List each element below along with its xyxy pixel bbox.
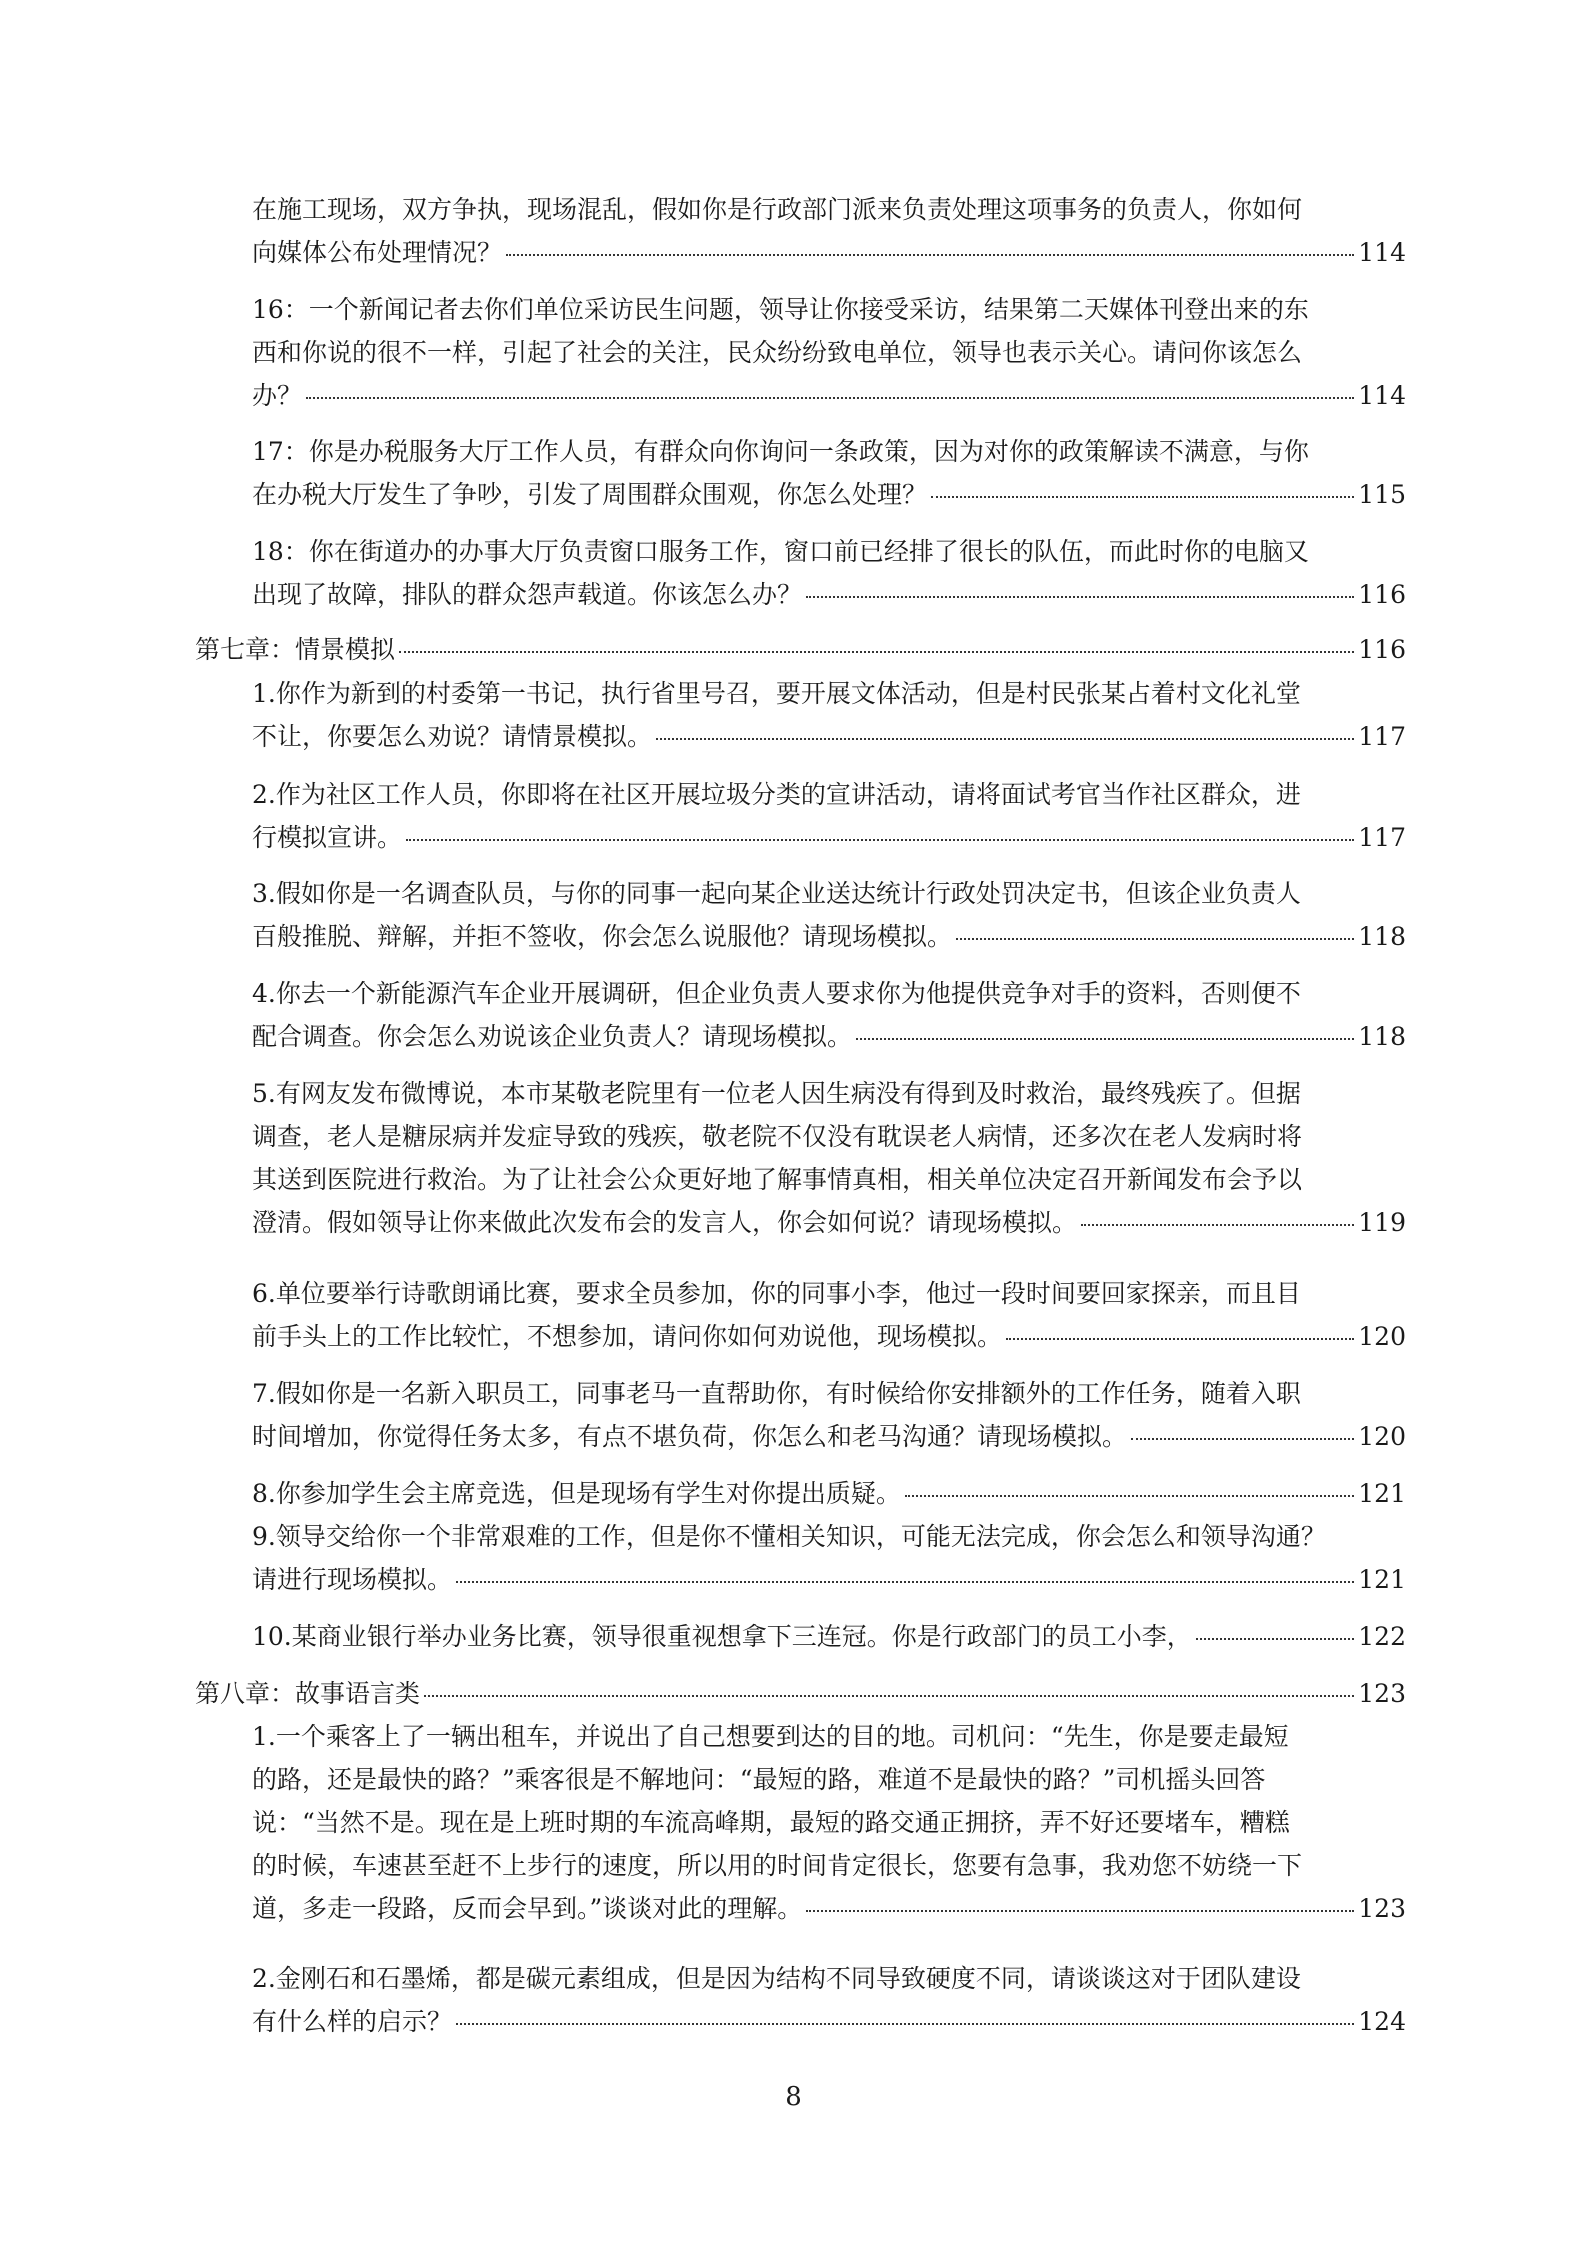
dot-leader [1081, 1224, 1354, 1226]
toc-entry-text-line: 2.金刚石和石墨烯，都是碳元素组成，但是因为结构不同导致硬度不同，请谈谈这对于团队建设 [252, 1964, 1301, 1993]
page-number: 8 [785, 2082, 802, 2112]
toc-entry[interactable] [252, 872, 1406, 958]
toc-page-number: 116 [1358, 580, 1406, 609]
toc-entry-title: 配合调查。你会怎么劝说该企业负责人？请现场模拟。 [252, 1022, 853, 1051]
toc-entry-text-line: 的路，还是最快的路？”乘客很是不解地问：“最短的路，难道不是最快的路？”司机摇头回答 [252, 1765, 1266, 1794]
toc-entry-last-line [252, 1201, 1406, 1244]
toc-page-number: 123 [1358, 1679, 1406, 1708]
toc-page-number: 124 [1358, 2007, 1406, 2036]
toc-entry-last-line [252, 816, 1406, 859]
toc-page-number: 122 [1358, 1622, 1406, 1651]
toc-page-number: 118 [1358, 922, 1406, 951]
toc-entry[interactable] [252, 1472, 1406, 1515]
toc-entry[interactable] [252, 1072, 1406, 1244]
toc-entry-last-line [195, 628, 1406, 671]
toc-page-number: 119 [1358, 1208, 1406, 1237]
toc-entry[interactable] [252, 773, 1406, 859]
toc-entry-text-line: 17：你是办税服务大厅工作人员，有群众向你询问一条政策，因为对你的政策解读不满意，与你 [252, 437, 1309, 466]
toc-entry[interactable] [195, 1672, 1406, 1715]
toc-entry-title: 有什么样的启示？ [252, 2007, 453, 2036]
toc-entry-last-line [195, 1672, 1406, 1715]
toc-entry[interactable] [252, 1715, 1406, 1930]
toc-entry-text-line: 1.一个乘客上了一辆出租车，并说出了自己想要到达的目的地。司机问：“先生，你是要走最短 [252, 1722, 1289, 1751]
toc-entry-last-line [252, 1615, 1406, 1658]
toc-entry[interactable] [252, 972, 1406, 1058]
toc-entry[interactable] [252, 1272, 1406, 1358]
toc-entry-last-line [252, 715, 1406, 758]
toc-entry-last-line [252, 1415, 1406, 1458]
toc-entry-text-line: 6.单位要举行诗歌朗诵比赛，要求全员参加，你的同事小李，他过一段时间要回家探亲，而且目 [252, 1279, 1301, 1308]
dot-leader [399, 651, 1354, 653]
toc-entry-text-line: 的时候，车速甚至赶不上步行的速度，所以用的时间肯定很长，您要有急事，我劝您不妨绕一下 [252, 1851, 1303, 1880]
toc-entry[interactable] [252, 672, 1406, 758]
toc-entry[interactable] [252, 1957, 1406, 2043]
toc-entry-title: 办？ [252, 381, 303, 410]
toc-entry-last-line [252, 1315, 1406, 1358]
toc-entry-title: 不让，你要怎么劝说？请情景模拟。 [252, 722, 653, 751]
toc-entry-last-line [252, 1015, 1406, 1058]
toc-entry-last-line [252, 473, 1406, 516]
toc-entry-last-line [252, 573, 1406, 616]
toc-entry-title: 第七章：情景模拟 [195, 635, 396, 664]
toc-entry-text-line: 西和你说的很不一样，引起了社会的关注，民众纷纷致电单位，领导也表示关心。请问你该怎么 [252, 338, 1303, 367]
dot-leader [905, 1495, 1354, 1497]
toc-entry-text-line: 1.你作为新到的村委第一书记，执行省里号召，要开展文体活动，但是村民张某占着村文化礼堂 [252, 679, 1301, 708]
dot-leader [856, 1038, 1354, 1040]
dot-leader [806, 1910, 1354, 1912]
toc-page-number: 121 [1358, 1479, 1406, 1508]
toc-entry-text-line: 其送到医院进行救治。为了让社会公众更好地了解事情真相，相关单位决定召开新闻发布会予以 [252, 1165, 1303, 1194]
toc-page-number: 121 [1358, 1565, 1406, 1594]
toc-entry-text-line: 9.领导交给你一个非常艰难的工作，但是你不懂相关知识，可能无法完成，你会怎么和领导沟通？ [252, 1522, 1326, 1551]
toc-entry-title: 时间增加，你觉得任务太多，有点不堪负荷，你怎么和老马沟通？请现场模拟。 [252, 1422, 1128, 1451]
toc-page-number: 114 [1358, 381, 1406, 410]
toc-entry[interactable] [252, 288, 1406, 417]
toc-entry[interactable] [252, 430, 1406, 516]
toc-entry-text-line: 18：你在街道办的办事大厅负责窗口服务工作，窗口前已经排了很长的队伍，而此时你的电脑又 [252, 537, 1309, 566]
dot-leader [956, 938, 1354, 940]
dot-leader [1196, 1638, 1355, 1640]
dot-leader [406, 839, 1354, 841]
dot-leader [424, 1695, 1354, 1697]
dot-leader [806, 596, 1354, 598]
toc-entry-text-line: 2.作为社区工作人员，你即将在社区开展垃圾分类的宣讲活动，请将面试考官当作社区群众，进 [252, 780, 1301, 809]
toc-page-number: 120 [1358, 1422, 1406, 1451]
dot-leader [456, 2023, 1354, 2025]
toc-entry[interactable] [252, 1615, 1406, 1658]
toc-entry-last-line [252, 1887, 1406, 1930]
toc-page-number: 123 [1358, 1894, 1406, 1923]
toc-entry-title: 请进行现场模拟。 [252, 1565, 453, 1594]
toc-entry[interactable] [252, 530, 1406, 616]
toc-entry-text-line: 4.你去一个新能源汽车企业开展调研，但企业负责人要求你为他提供竞争对手的资料，否则便不 [252, 979, 1301, 1008]
toc-entry-last-line [252, 231, 1406, 274]
toc-entry-title: 在办税大厅发生了争吵，引发了周围群众围观，你怎么处理？ [252, 480, 928, 509]
dot-leader [506, 254, 1354, 256]
dot-leader [1131, 1438, 1354, 1440]
toc-entry-title: 10.某商业银行举办业务比赛，领导很重视想拿下三连冠。你是行政部门的员工小李， [252, 1622, 1192, 1651]
toc-entry-title: 向媒体公布处理情况？ [252, 238, 503, 267]
dot-leader [656, 738, 1354, 740]
dot-leader [456, 1581, 1354, 1583]
dot-leader [931, 496, 1354, 498]
toc-entry-title: 第八章：故事语言类 [195, 1679, 421, 1708]
toc-page-number: 117 [1358, 823, 1406, 852]
toc-entry[interactable] [252, 1372, 1406, 1458]
toc-entry-last-line [252, 1472, 1406, 1515]
toc-entry-text-line: 7.假如你是一名新入职员工，同事老马一直帮助你，有时候给你安排额外的工作任务，随着入职 [252, 1379, 1301, 1408]
toc-entry-title: 8.你参加学生会主席竞选，但是现场有学生对你提出质疑。 [252, 1479, 901, 1508]
toc-entry-last-line [252, 915, 1406, 958]
toc-page-number: 117 [1358, 722, 1406, 751]
toc-page-number: 114 [1358, 238, 1406, 267]
toc-page-number: 120 [1358, 1322, 1406, 1351]
dot-leader [306, 397, 1354, 399]
toc-page-number: 115 [1358, 480, 1406, 509]
toc-entry-text-line: 调查，老人是糖尿病并发症导致的残疾，敬老院不仅没有耽误老人病情，还多次在老人发病时将 [252, 1122, 1303, 1151]
toc-entry-text-line: 3.假如你是一名调查队员，与你的同事一起向某企业送达统计行政处罚决定书，但该企业负责人 [252, 879, 1301, 908]
toc-entry-last-line [252, 1558, 1406, 1601]
toc-entry-last-line [252, 374, 1406, 417]
toc-entry-text-line: 5.有网友发布微博说，本市某敬老院里有一位老人因生病没有得到及时救治，最终残疾了。但据 [252, 1079, 1301, 1108]
toc-entry-title: 澄清。假如领导让你来做此次发布会的发言人，你会如何说？请现场模拟。 [252, 1208, 1078, 1237]
toc-entry[interactable] [252, 188, 1406, 274]
toc-entry-text-line: 16：一个新闻记者去你们单位采访民生问题，领导让你接受采访，结果第二天媒体刊登出来的东 [252, 295, 1309, 324]
toc-entry-title: 道，多走一段路，反而会早到。”谈谈对此的理解。 [252, 1894, 803, 1923]
toc-entry-title: 前手头上的工作比较忙，不想参加，请问你如何劝说他，现场模拟。 [252, 1322, 1003, 1351]
toc-page-number: 118 [1358, 1022, 1406, 1051]
toc-entry-title: 百般推脱、辩解，并拒不签收，你会怎么说服他？请现场模拟。 [252, 922, 953, 951]
toc-entry[interactable] [252, 1515, 1406, 1601]
toc-entry-last-line [252, 2000, 1406, 2043]
toc-entry[interactable] [195, 628, 1406, 671]
toc-entry-text-line: 说：“当然不是。现在是上班时期的车流高峰期，最短的路交通正拥挤，弄不好还要堵车，糟糕 [252, 1808, 1290, 1837]
dot-leader [1006, 1338, 1354, 1340]
toc-entry-title: 出现了故障，排队的群众怨声载道。你该怎么办？ [252, 580, 803, 609]
toc-page-number: 116 [1358, 635, 1406, 664]
toc-entry-text-line: 在施工现场，双方争执，现场混乱，假如你是行政部门派来负责处理这项事务的负责人，你如何 [252, 195, 1303, 224]
toc-entry-title: 行模拟宣讲。 [252, 823, 403, 852]
